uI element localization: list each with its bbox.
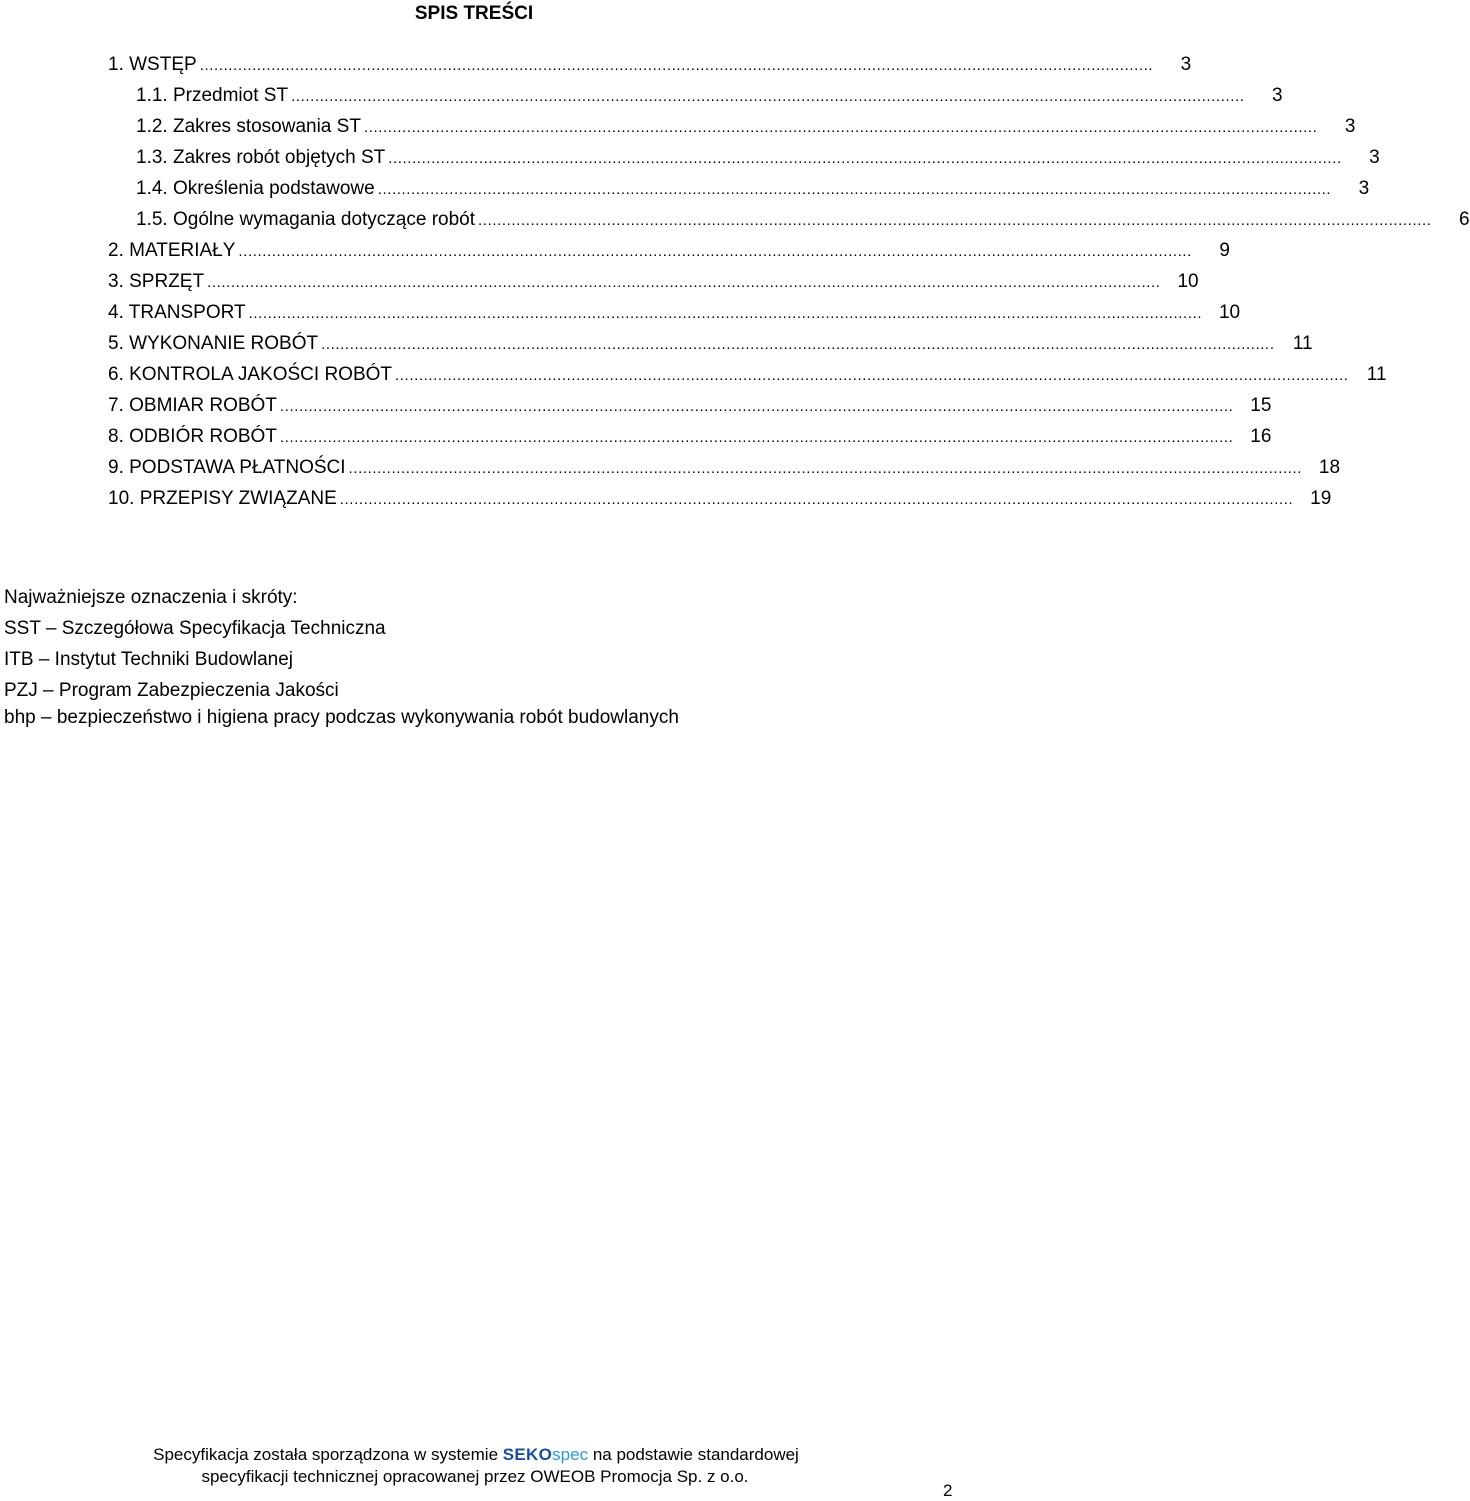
- toc-dot-leader: ........................................................................................................................................................................................................: [199, 57, 1154, 74]
- logo-text-spec: spec: [552, 1445, 589, 1464]
- toc-entry: [136, 175, 1370, 201]
- abbreviation-item: bhp – bezpieczeństwo i higiena pracy podczas wykonywania robót budowlanych: [4, 707, 679, 728]
- toc-entry: [108, 392, 1272, 418]
- sekospec-logo: [503, 1445, 588, 1464]
- toc-entry: [108, 454, 1341, 480]
- toc-entry-label: 1.3. Zakres robót objętych ST: [136, 147, 386, 168]
- abbreviation-item: SST – Szczegółowa Specyfikacja Techniczna: [4, 618, 386, 639]
- page-number: 2: [943, 1481, 953, 1500]
- toc-dot-leader: ........................................................................................................................................................................................................: [279, 398, 1234, 415]
- toc-entry-label: 10. PRZEPISY ZWIĄZANE: [108, 488, 337, 509]
- toc-dot-leader: ........................................................................................................................................................................................................: [478, 212, 1432, 229]
- toc-dot-leader: ........................................................................................................................................................................................................: [377, 181, 1332, 198]
- toc-dot-leader: ........................................................................................................................................................................................................: [395, 367, 1349, 384]
- logo-text-seko: SEKO: [502, 1445, 553, 1464]
- toc-entry-page: 9: [1219, 240, 1230, 261]
- toc-dot-leader: ........................................................................................................................................................................................................: [248, 305, 1203, 322]
- toc-entry-label: 9. PODSTAWA PŁATNOŚCI: [108, 457, 346, 478]
- toc-dot-leader: ........................................................................................................................................................................................................: [238, 243, 1192, 260]
- toc-entry-page: 16: [1250, 426, 1272, 447]
- toc-entry-page: 3: [1358, 178, 1370, 199]
- toc-dot-leader: ........................................................................................................................................................................................................: [321, 336, 1275, 353]
- toc-entry-page: 10: [1218, 302, 1241, 323]
- toc-entry: [108, 361, 1387, 387]
- abbreviation-item: PZJ – Program Zabezpieczenia Jakości: [4, 680, 339, 701]
- toc-entry-label: 1.2. Zakres stosowania ST: [136, 116, 361, 137]
- toc-dot-leader: ........................................................................................................................................................................................................: [207, 274, 1161, 291]
- toc-entry-label: 7. OBMIAR ROBÓT: [108, 395, 277, 416]
- abbreviation-item: ITB – Instytut Techniki Budowlanej: [4, 649, 294, 670]
- toc-entry-label: 6. KONTROLA JAKOŚCI ROBÓT: [108, 364, 393, 385]
- toc-dot-leader: ........................................................................................................................................................................................................: [279, 429, 1234, 446]
- toc-entry: [108, 51, 1192, 77]
- toc-entry-page: 3: [1271, 85, 1283, 106]
- toc-entry-label: 1. WSTĘP: [108, 54, 197, 75]
- toc-dot-leader: ........................................................................................................................................................................................................: [388, 150, 1342, 167]
- toc-entry: [136, 113, 1356, 139]
- toc-entry: [108, 485, 1332, 511]
- toc-entry-page: 3: [1369, 147, 1380, 168]
- toc-entry-page: 6: [1458, 209, 1470, 230]
- toc-entry-label: 1.5. Ogólne wymagania dotyczące robót: [136, 209, 476, 230]
- toc-entry-label: 2. MATERIAŁY: [108, 240, 236, 261]
- footer-text-after: na podstawie standardowej: [592, 1445, 799, 1464]
- toc-entry-page: 3: [1344, 116, 1356, 137]
- toc-entry-page: 19: [1310, 488, 1332, 509]
- toc-entry: [108, 237, 1230, 263]
- toc-entry-label: 1.4. Określenia podstawowe: [136, 178, 375, 199]
- toc-entry: [108, 299, 1241, 325]
- footer-line-2: specyfikacji technicznej opracowanej przez OWEOB Promocja Sp. z o.o.: [201, 1467, 749, 1486]
- toc-entry-page: 15: [1250, 395, 1272, 416]
- toc-entry-page: 3: [1180, 54, 1192, 75]
- toc-dot-leader: ........................................................................................................................................................................................................: [291, 88, 1245, 105]
- toc-entry: [136, 82, 1283, 108]
- footer-line-1: [0, 1444, 956, 1465]
- toc-entry-label: 4. TRANSPORT: [108, 302, 246, 323]
- toc-entry-page: 18: [1318, 457, 1341, 478]
- toc-entry: [108, 423, 1272, 449]
- toc-entry: [136, 206, 1470, 232]
- toc-dot-leader: ........................................................................................................................................................................................................: [363, 119, 1318, 136]
- toc-entry-page: 11: [1366, 364, 1387, 385]
- toc-entry-label: 1.1. Przedmiot ST: [136, 85, 289, 106]
- toc-entry: [108, 330, 1313, 356]
- toc-entry-label: 5. WYKONANIE ROBÓT: [108, 333, 319, 354]
- toc-entry-label: 3. SPRZĘT: [108, 271, 205, 292]
- toc-entry: [108, 268, 1199, 294]
- page-title: SPIS TREŚCI: [414, 3, 534, 24]
- toc-entry: [136, 144, 1380, 170]
- toc-entry-page: 11: [1292, 333, 1313, 354]
- toc-entry-page: 10: [1177, 271, 1199, 292]
- toc-entry-label: 8. ODBIÓR ROBÓT: [108, 426, 277, 447]
- toc-dot-leader: ........................................................................................................................................................................................................: [348, 460, 1303, 477]
- toc-dot-leader: ........................................................................................................................................................................................................: [339, 491, 1294, 508]
- abbreviations-heading: Najważniejsze oznaczenia i skróty:: [4, 587, 298, 608]
- footer-text-before: Specyfikacja została sporządzona w systemie: [153, 1445, 499, 1464]
